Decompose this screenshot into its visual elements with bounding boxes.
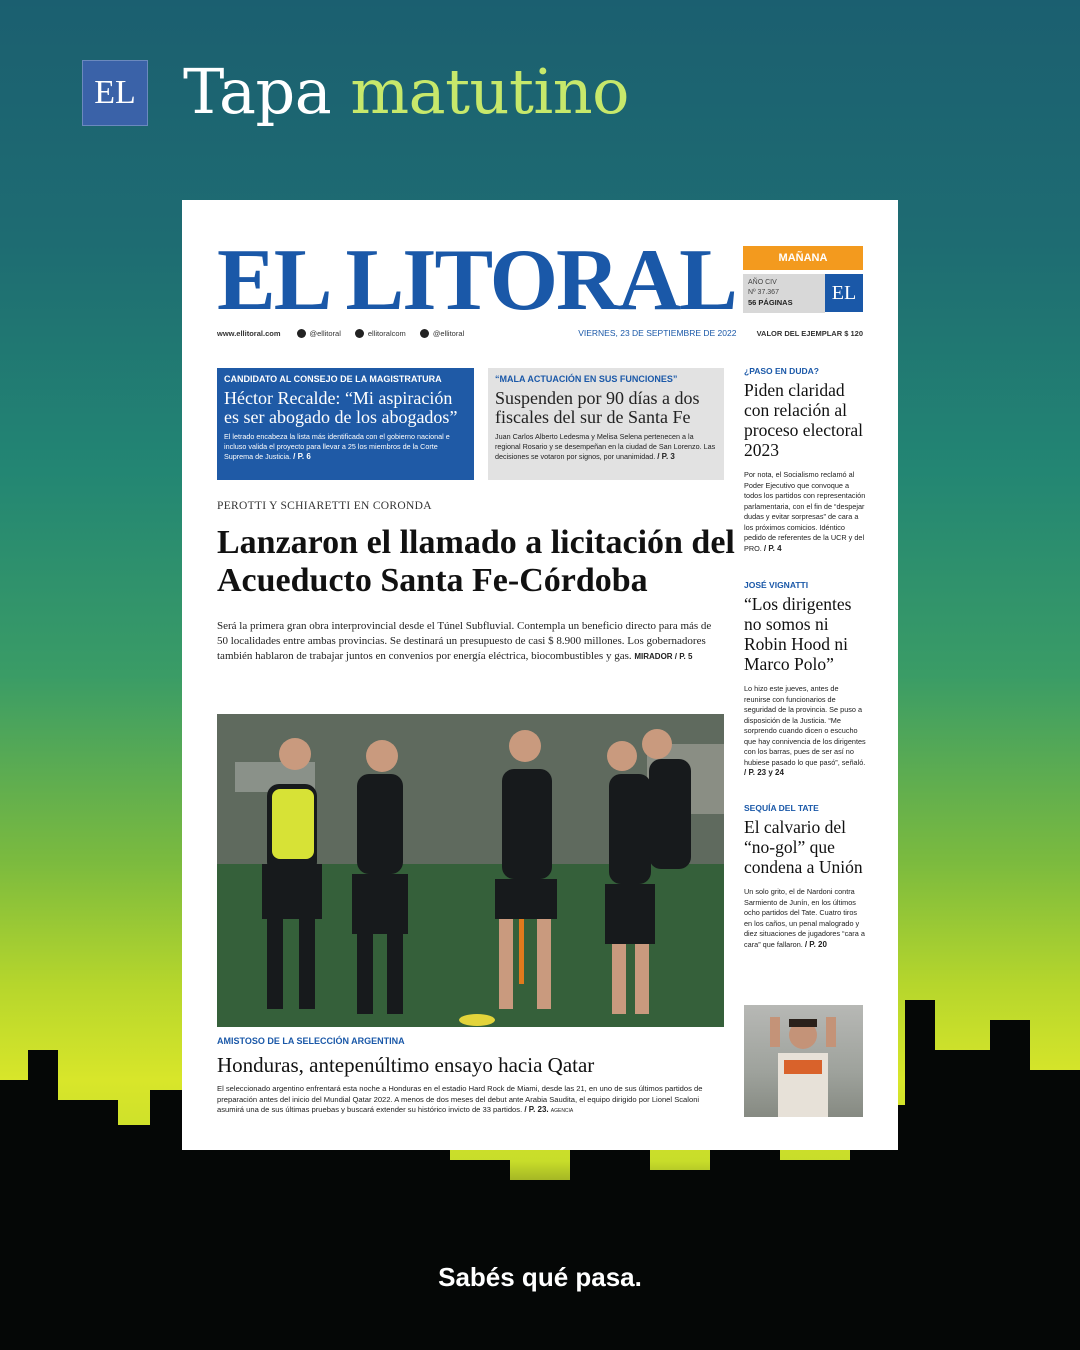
twitter-icon <box>420 329 429 338</box>
brand-title <box>183 52 629 132</box>
edition-number: Nº 37.367 <box>748 289 779 296</box>
side-story-body: Por nota, el Socialismo reclamó al Poder Ejecutivo que convoque a todos los partidos con representación parlamentaria, con el fin de “despejar dudas y evitar sorpresas” de cara a los próximos comicios. Idéntico pedido de referentes de la UCR y del PRO. / P. 4 <box>744 470 866 553</box>
page-ref: / P. 20 <box>804 939 827 949</box>
edition-logo: EL <box>825 274 863 312</box>
page-ref: MIRADOR / P. 5 <box>634 652 693 661</box>
facebook-icon <box>355 329 364 338</box>
title-word-matutino: matutino <box>350 55 629 128</box>
team-training-photo <box>217 714 724 1027</box>
edition-pages: 56 PÁGINAS <box>748 298 793 307</box>
edition-meta <box>743 274 825 313</box>
story-headline: Suspenden por 90 días a dos fiscales del sur de Santa Fe <box>495 388 700 427</box>
page-ref: / P. 3 <box>657 452 675 461</box>
masthead: EL LITORAL <box>217 232 736 329</box>
title-word-tapa: Tapa <box>183 55 332 128</box>
story-headline: Héctor Recalde: “Mi aspiración es ser abogado de los abogados” <box>224 388 458 427</box>
page-ref: / P. 23. <box>524 1105 549 1114</box>
side-story-headline: “Los dirigentes no somos ni Robin Hood ni Marco Polo” <box>744 594 852 674</box>
instagram-icon <box>297 329 306 338</box>
side-story-body: Un solo grito, el de Nardoni contra Sarmiento de Junín, en los últimos ocho partidos del Tate. Cuatro tiros en los caños, un penal malogrado y diez situaciones de jugadores “cara a cara” que fallaron. / P. 20 <box>744 887 865 949</box>
side-story-union <box>744 803 866 950</box>
photo-story-headline: Honduras, antepenúltimo ensayo hacia Qatar <box>217 1053 595 1077</box>
photo-story-kicker: AMISTOSO DE LA SELECCIÓN ARGENTINA <box>217 1036 405 1046</box>
story-kicker: CANDIDATO AL CONSEJO DE LA MAGISTRATURA <box>224 374 442 384</box>
photo-story-body: El seleccionado argentino enfrentará esta noche a Honduras en el estadio Hard Rock de Miami, desde las 21, en uno de sus últimos partidos de preparación antes del inicio del Mundial Qatar 2022. A menos de dos meses del debut ante Arabia Saudita, el equipo dirigido por Lionel Scaloni asumirá una de sus últimas pruebas y buscará extender su histórico invicto de 33 partidos. / P. 23. AGENCIA <box>217 1084 703 1114</box>
story-recalde <box>217 368 474 480</box>
side-story-vignatti <box>744 580 866 779</box>
edition-box <box>743 246 863 313</box>
main-story-kicker: PEROTTI Y SCHIARETTI EN CORONDA <box>217 500 432 512</box>
twitter-handle[interactable]: @ellitoral <box>420 329 464 338</box>
side-story-headline: Piden claridad con relación al proceso electoral 2023 <box>744 380 864 460</box>
page-ref: / P. 6 <box>293 452 311 461</box>
issue-date: VIERNES, 23 DE SEPTIEMBRE DE 2022 <box>578 328 737 338</box>
info-bar <box>217 326 863 340</box>
edition-tag: MAÑANA <box>743 246 863 270</box>
issue-price: VALOR DEL EJEMPLAR $ 120 <box>756 328 863 338</box>
photo-credit: AGENCIA <box>550 1108 574 1114</box>
page-ref: / P. 23 y 24 <box>744 768 784 777</box>
story-fiscales <box>488 368 724 480</box>
side-story-kicker: ¿PASO EN DUDA? <box>744 366 819 376</box>
side-story-elecciones <box>744 366 866 554</box>
side-story-kicker: JOSÉ VIGNATTI <box>744 580 809 590</box>
facebook-handle[interactable]: ellitoralcom <box>355 329 406 338</box>
edition-year: AÑO CIV <box>748 279 777 286</box>
union-player-photo <box>744 1005 863 1117</box>
main-story-body: Será la primera gran obra interprovincial desde el Túnel Subfluvial. Contempla un beneficio directo para más de 50 localidades entre ambas provincias. Se destinará un presupuesto de casi $ 8.900 millones. Los gobernadores también hablaron de trabajar juntos en convenios por energía eléctrica, biocombustibles y gas. MIRADOR / P. 5 <box>217 620 712 662</box>
brand-logo: EL <box>82 60 148 126</box>
instagram-handle[interactable]: @ellitoral <box>297 329 341 338</box>
side-story-body: Lo hizo este jueves, antes de reunirse con funcionarios de seguridad de la provincia. Se puso a disposición de la Justicia. “Me sorprendo cuando dicen o escucho que hay connivencia de los dirigentes con los barras, pues de ser así no hubiese pasado lo que pasó”, señaló. / P. 23 y 24 <box>744 684 866 777</box>
story-body: El letrado encabeza la lista más identificada con el gobierno nacional e incluso valida el proyecto para llevar a 25 los miembros de la Corte Suprema de Justicia. / P. 6 <box>224 432 450 461</box>
page-ref: / P. 4 <box>763 543 782 553</box>
main-story-headline: Lanzaron el llamado a licitación del Acueducto Santa Fe-Córdoba <box>217 524 735 599</box>
website-link[interactable]: www.ellitoral.com <box>217 328 281 338</box>
tagline: Sabés qué pasa. <box>438 1262 642 1292</box>
story-body: Juan Carlos Alberto Ledesma y Melisa Selena pertenecen a la regional Rosario y se desempeñan en la ciudad de San Lorenzo. Las decisiones se votaron por signos, por unanimidad. / P. 3 <box>495 432 716 461</box>
story-kicker: “MALA ACTUACIÓN EN SUS FUNCIONES” <box>495 374 678 384</box>
newspaper-front-page <box>182 200 898 1150</box>
side-story-kicker: SEQUÍA DEL TATE <box>744 803 819 813</box>
union-player-illustration <box>744 1005 863 1117</box>
edition-info <box>743 274 863 313</box>
team-training-illustration <box>217 714 724 1027</box>
side-story-headline: El calvario del “no-gol” que condena a Unión <box>744 817 863 877</box>
